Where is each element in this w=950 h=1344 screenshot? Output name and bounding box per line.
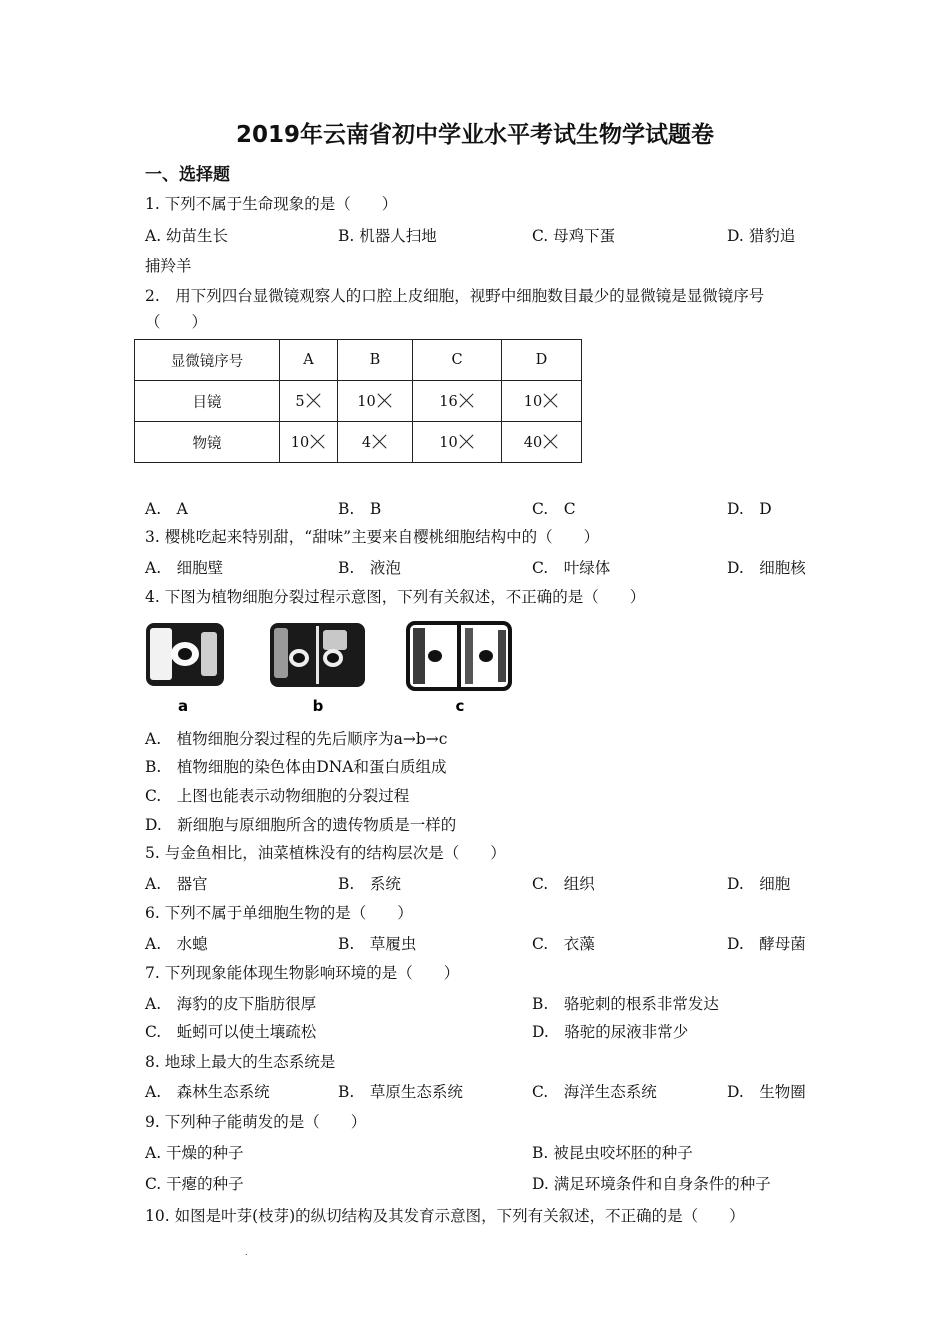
q2-option-b: B. B	[338, 500, 382, 518]
question-4-stem: 4. 下图为植物细胞分裂过程示意图，下列有关叙述，不正确的是（ ）	[145, 588, 646, 606]
q4-option-c: C. 上图也能表示动物细胞的分裂过程	[145, 787, 410, 805]
times-icon	[543, 393, 559, 407]
q6-option-c: C. 衣藻	[532, 935, 595, 953]
cell-value: 40	[523, 434, 543, 451]
figure-label-a: a	[177, 697, 189, 715]
table-header-cell: 显微镜序号	[135, 340, 280, 381]
q3-option-b: B. 液泡	[338, 559, 401, 577]
q5-option-c: C. 组织	[532, 875, 595, 893]
question-2-stem: 2. 用下列四台显微镜观察人的口腔上皮细胞，视野中细胞数目最少的显微镜是显微镜序号	[145, 287, 765, 305]
cell-division-figure	[143, 620, 523, 715]
question-10-stem: 10. 如图是叶芽(枝芽)的纵切结构及其发育示意图，下列有关叙述，不正确的是（ ）	[145, 1207, 745, 1225]
q4-option-d: D. 新细胞与原细胞所含的遗传物质是一样的	[145, 816, 457, 834]
table-header-cell: D	[502, 340, 582, 381]
table-cell	[338, 381, 413, 422]
q1-option-c: C. 母鸡下蛋	[532, 227, 616, 245]
question-8-stem: 8. 地球上最大的生态系统是	[145, 1053, 336, 1071]
q2-option-a: A. A	[145, 500, 188, 518]
cell-value: 10	[523, 393, 543, 410]
q6-option-d: D. 酵母菌	[727, 935, 806, 953]
q2-option-d: D. D	[727, 500, 772, 518]
cell-value: 4	[361, 434, 372, 451]
table-cell	[502, 381, 582, 422]
page-title: 2019年云南省初中学业水平考试生物学试题卷	[235, 122, 714, 148]
cell-value: 10	[357, 393, 376, 410]
cell-value: 16	[439, 393, 458, 410]
cell-c-illustration	[408, 623, 510, 689]
question-3-stem: 3. 樱桃吃起来特别甜，“甜味”主要来自樱桃细胞结构中的（ ）	[145, 528, 600, 546]
q2-option-c: C. C	[532, 500, 576, 518]
figure-label-b: b	[312, 697, 324, 715]
question-2-stem-cont: （ ）	[145, 313, 208, 331]
q7-option-a: A. 海豹的皮下脂肪很厚	[145, 995, 317, 1013]
q1-option-d-cont: 捕羚羊	[145, 257, 192, 275]
q1-option-b: B. 机器人扫地	[338, 227, 437, 245]
question-1-stem: 1. 下列不属于生命现象的是（ ）	[145, 195, 398, 213]
q7-option-d: D. 骆驼的尿液非常少	[532, 1023, 689, 1041]
cell-b-illustration	[270, 623, 365, 687]
q3-option-d: D. 细胞核	[727, 559, 806, 577]
q8-option-d: D. 生物圈	[727, 1083, 806, 1101]
q3-option-a: A. 细胞壁	[145, 559, 224, 577]
question-6-stem: 6. 下列不属于单细胞生物的是（ ）	[145, 904, 413, 922]
cell-value: 5	[295, 393, 305, 410]
table-row	[135, 381, 582, 422]
q3-option-c: C. 叶绿体	[532, 559, 611, 577]
table-header-cell: C	[413, 340, 502, 381]
question-7-stem: 7. 下列现象能体现生物影响环境的是（ ）	[145, 964, 460, 982]
table-cell	[413, 381, 502, 422]
footer-dot: .	[245, 1248, 248, 1257]
q9-option-b: B. 被昆虫咬坏胚的种子	[532, 1144, 693, 1162]
q7-option-c: C. 蚯蚓可以使土壤疏松	[145, 1023, 317, 1041]
q9-option-c: C. 干瘪的种子	[145, 1175, 244, 1193]
times-icon	[306, 393, 322, 407]
q6-option-a: A. 水螅	[145, 935, 208, 953]
q8-option-a: A. 森林生态系统	[145, 1083, 270, 1101]
q4-option-a: A. 植物细胞分裂过程的先后顺序为a→b→c	[145, 730, 448, 748]
q1-option-d: D. 猎豹追	[727, 227, 796, 245]
table-row-label: 目镜	[135, 381, 280, 422]
table-cell	[502, 422, 582, 463]
q9-option-d: D. 满足环境条件和自身条件的种子	[532, 1175, 771, 1193]
q7-option-b: B. 骆驼刺的根系非常发达	[532, 995, 719, 1013]
times-icon	[459, 434, 475, 448]
q8-option-b: B. 草原生态系统	[338, 1083, 463, 1101]
q8-option-c: C. 海洋生态系统	[532, 1083, 657, 1101]
times-icon	[310, 434, 326, 448]
cell-division-svg	[143, 620, 523, 715]
table-row-label: 物镜	[135, 422, 280, 463]
q9-option-a: A. 干燥的种子	[145, 1144, 244, 1162]
q1-option-a: A. 幼苗生长	[145, 227, 229, 245]
cell-value: 10	[439, 434, 458, 451]
cell-value: 10	[290, 434, 310, 451]
times-icon	[459, 393, 475, 407]
table-header-cell: A	[280, 340, 338, 381]
cell-a-illustration	[146, 623, 224, 686]
table-cell	[280, 422, 338, 463]
table-cell	[338, 422, 413, 463]
table-row	[135, 340, 582, 381]
q5-option-d: D. 细胞	[727, 875, 791, 893]
table-row	[135, 422, 582, 463]
times-icon	[372, 434, 388, 448]
q4-option-b: B. 植物细胞的染色体由DNA和蛋白质组成	[145, 758, 447, 776]
table-cell	[280, 381, 338, 422]
q5-option-b: B. 系统	[338, 875, 401, 893]
section-heading: 一、选择题	[145, 165, 230, 185]
question-9-stem: 9. 下列种子能萌发的是（ ）	[145, 1113, 367, 1131]
table-header-cell: B	[338, 340, 413, 381]
microscope-table	[134, 339, 582, 463]
figure-label-c: c	[455, 697, 465, 715]
times-icon	[543, 434, 559, 448]
q5-option-a: A. 器官	[145, 875, 208, 893]
table-cell	[413, 422, 502, 463]
question-5-stem: 5. 与金鱼相比，油菜植株没有的结构层次是（ ）	[145, 844, 506, 862]
q6-option-b: B. 草履虫	[338, 935, 417, 953]
times-icon	[377, 393, 393, 407]
